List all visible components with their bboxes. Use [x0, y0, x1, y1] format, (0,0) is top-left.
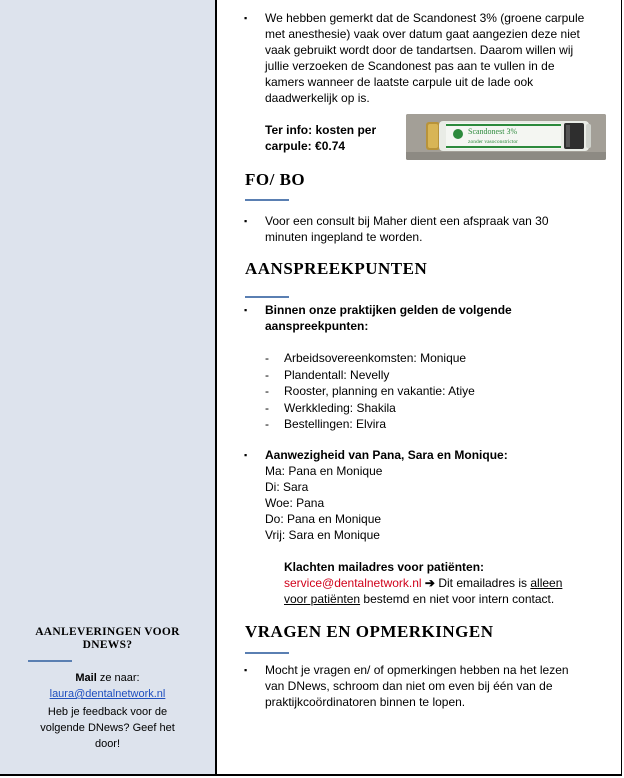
dash-marker: - — [265, 384, 269, 398]
fobo-rule — [245, 199, 289, 201]
dash-marker: - — [265, 417, 269, 431]
carpule-sublabel: zonder vasoconstrictor — [468, 139, 518, 145]
presence-bullet — [232, 447, 256, 463]
presence-day: Ma: Pana en Monique — [265, 464, 383, 478]
fobo-bullet — [232, 213, 256, 229]
complaints-block — [284, 559, 614, 607]
list-item-text: Arbeidsovereenkomsten: Monique — [284, 351, 467, 365]
cost-info-line: Ter info: kosten per — [265, 123, 377, 137]
cost-info-line: carpule: €0.74 — [265, 139, 346, 153]
complaints-text: bestemd en niet voor intern contact. — [360, 592, 555, 606]
aanspreek-intro — [265, 302, 512, 334]
scandonest-line: met anesthesie) vaak over datum gaat aangezien deze niet — [265, 27, 580, 41]
dash-marker: - — [265, 400, 269, 415]
submissions-title: AANLEVERINGEN VOOR DNEWS? — [35, 626, 180, 651]
scandonest-line: jullie verzoeken de Scandonest pas aan te vullen in de — [265, 59, 555, 73]
dash-marker: - — [265, 367, 269, 382]
list-item-text: Bestellingen: Elvira — [284, 417, 387, 431]
presence-day: Vrij: Sara en Monique — [265, 528, 380, 542]
fobo-line: minuten ingepland te worden. — [265, 230, 423, 244]
fobo-heading: FO/ BO — [245, 170, 306, 189]
scandonest-carpule-image — [406, 114, 606, 160]
mail-rest: ze naar: — [96, 672, 140, 684]
fobo-line: Voor een consult bij Maher dient een afspraak van 30 — [265, 214, 549, 228]
scandonest-line: kamers wanneer de laatste carpule uit de lade ook — [265, 75, 534, 89]
feedback-text: Heb je feedback voor de volgende DNews? Geef het door! — [40, 706, 175, 750]
title-rule — [28, 660, 72, 662]
carpule-illustration — [406, 114, 606, 160]
complaints-title: Klachten mailadres voor patiënten: — [284, 560, 485, 574]
bullet-icon: ▪ — [244, 216, 248, 226]
aanspreekpunten-rule — [245, 296, 289, 298]
bullet-icon: ▪ — [244, 450, 248, 460]
carpule-label: Scandonest 3% — [468, 127, 518, 136]
cost-info — [265, 122, 376, 154]
vragen-line: Mocht je vragen en/ of opmerkingen hebben na het lezen — [265, 663, 569, 677]
complaints-emphasis: alleen — [530, 576, 563, 590]
bottom-rule — [0, 774, 622, 776]
vragen-bullet — [232, 662, 256, 678]
complaints-email-link[interactable]: service@dentalnetwork.nl — [284, 576, 422, 590]
mail-instruction — [0, 670, 215, 686]
sidebar — [0, 0, 217, 776]
scandonest-line: daadwerkelijk op is. — [265, 91, 370, 105]
scandonest-line: vaak gebruikt wordt door de tandartsen. Daarom willen wij — [265, 43, 574, 57]
mail-bold: Mail — [75, 672, 97, 684]
vragen-text — [265, 662, 569, 710]
vragen-rule — [245, 652, 289, 654]
vragen-heading: VRAGEN EN OPMERKINGEN — [245, 622, 494, 641]
list-item-text: Rooster, planning en vakantie: Atiye — [284, 384, 475, 398]
bullet-icon: ▪ — [244, 13, 248, 23]
aanspreek-bullet — [232, 302, 256, 318]
scandonest-text — [265, 10, 584, 106]
list-item-text: Plandentall: Nevelly — [284, 367, 390, 382]
intro-line: aanspreekpunten: — [265, 319, 369, 333]
vragen-line: praktijkcoördinatoren binnen te lopen. — [265, 695, 466, 709]
bullet-icon: ▪ — [244, 665, 248, 675]
fobo-text — [265, 213, 549, 245]
complaints-text: Dit emailadres is — [434, 576, 531, 590]
bullet-icon: ▪ — [244, 305, 248, 315]
submissions-box — [0, 622, 215, 752]
submission-email-link[interactable]: laura@dentalnetwork.nl — [49, 688, 166, 700]
presence-title: Aanwezigheid van Pana, Sara en Monique: — [265, 448, 508, 462]
scandonest-bullet — [232, 10, 256, 26]
dash-marker: - — [265, 351, 269, 365]
list-item-text: Werkkleding: Shakila — [284, 400, 396, 415]
presence-block — [265, 447, 508, 543]
presence-day: Do: Pana en Monique — [265, 512, 382, 526]
vragen-line: van DNews, schroom dan niet om even bij één van de — [265, 679, 553, 693]
aanspreekpunten-heading: AANSPREEKPUNTEN — [245, 259, 428, 278]
presence-day: Woe: Pana — [265, 496, 325, 510]
arrow-right-icon: ➔ — [424, 576, 435, 590]
complaints-emphasis: voor patiënten — [284, 592, 361, 606]
intro-line: Binnen onze praktijken gelden de volgende — [265, 303, 512, 317]
scandonest-line: We hebben gemerkt dat de Scandonest 3% (groene carpule — [265, 11, 585, 25]
presence-day: Di: Sara — [265, 480, 309, 494]
